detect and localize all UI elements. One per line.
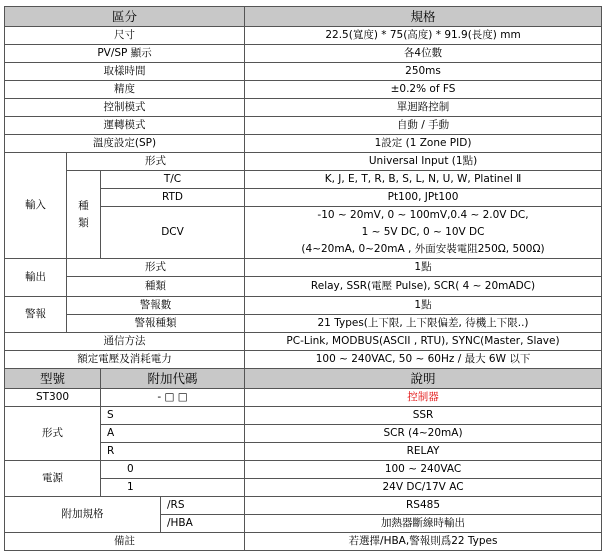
power-value: 100 ~ 240VAC, 50 ~ 60Hz / 最大 6W 以下 — [245, 351, 602, 369]
sampling-value: 250ms — [245, 63, 602, 81]
dcv-line-1: -10 ~ 20mV, 0 ~ 100mV,0.4 ~ 2.0V DC, — [245, 207, 602, 225]
dcv-line-3: (4~20mA, 0~20mA , 外面安裝電阻250Ω, 500Ω) — [245, 241, 602, 259]
dcv-line-2: 1 ~ 5V DC, 0 ~ 10V DC — [245, 224, 602, 241]
operation-mode-label: 運轉模式 — [5, 117, 245, 135]
table-row — [5, 277, 602, 297]
form-code: S — [101, 407, 245, 425]
supply-desc: 24V DC/17V AC — [245, 479, 602, 497]
input-kind-text: 種類 — [78, 199, 89, 229]
form-desc: SCR (4~20mA) — [245, 425, 602, 443]
output-form-label: 形式 — [67, 259, 245, 277]
form-desc: SSR — [245, 407, 602, 425]
model-name: ST300 — [5, 389, 101, 407]
alarm-count-value: 1點 — [245, 297, 602, 315]
extra-code: /RS — [161, 497, 245, 515]
power-label: 額定電壓及消耗電力 — [5, 351, 245, 369]
control-mode-label: 控制模式 — [5, 99, 245, 117]
category-header: 區分 — [5, 7, 245, 27]
input-kind-label — [67, 171, 101, 259]
dcv-label: DCV — [101, 207, 245, 259]
table-row — [5, 99, 602, 117]
form-code: A — [101, 425, 245, 443]
alarm-count-label: 警報數 — [67, 297, 245, 315]
note-value: 若選擇/HBA,警報則爲22 Types — [245, 533, 602, 551]
size-label: 尺寸 — [5, 27, 245, 45]
table-row — [5, 45, 602, 63]
model-header-row — [5, 369, 602, 389]
table-row — [5, 171, 602, 189]
operation-mode-value: 自動 / 手動 — [245, 117, 602, 135]
control-mode-value: 單迴路控制 — [245, 99, 602, 117]
extra-label: 附加規格 — [5, 497, 161, 533]
form-code: R — [101, 443, 245, 461]
table-row — [5, 81, 602, 99]
supply-code: 1 — [101, 479, 245, 497]
comm-label: 通信方法 — [5, 333, 245, 351]
model-desc: 控制器 — [245, 389, 602, 407]
extra-desc: 加熱器斷線時輸出 — [245, 515, 602, 533]
table-row — [5, 27, 602, 45]
supply-code: 0 — [101, 461, 245, 479]
form-label: 形式 — [5, 407, 101, 461]
note-label: 備註 — [5, 533, 245, 551]
display-label: PV/SP 顯示 — [5, 45, 245, 63]
input-label: 輸入 — [5, 153, 67, 259]
tc-value: K, J, E, T, R, B, S, L, N, U, W, Platinel Ⅱ — [245, 171, 602, 189]
input-form-label: 形式 — [67, 153, 245, 171]
supply-desc: 100 ~ 240VAC — [245, 461, 602, 479]
rtd-value: Pt100, JPt100 — [245, 189, 602, 207]
temp-setting-label: 溫度設定(SP) — [5, 135, 245, 153]
code-header: 附加代碼 — [101, 369, 245, 389]
table-row — [5, 461, 602, 479]
comm-value: PC-Link, MODBUS(ASCII , RTU), SYNC(Master, Slave) — [245, 333, 602, 351]
table-row — [5, 135, 602, 153]
table-row — [5, 497, 602, 515]
model-header: 型號 — [5, 369, 101, 389]
table-row — [5, 533, 602, 551]
table-row — [5, 153, 602, 171]
spec-header-row — [5, 7, 602, 27]
accuracy-value: ±0.2% of FS — [245, 81, 602, 99]
table-row — [5, 259, 602, 277]
table-row — [5, 315, 602, 333]
rtd-label: RTD — [101, 189, 245, 207]
extra-code: /HBA — [161, 515, 245, 533]
size-value: 22.5(寬度) * 75(高度) * 91.9(長度) mm — [245, 27, 602, 45]
alarm-label: 警報 — [5, 297, 67, 333]
output-label: 輸出 — [5, 259, 67, 297]
accuracy-label: 精度 — [5, 81, 245, 99]
table-row — [5, 407, 602, 425]
output-kind-value: Relay, SSR(電壓 Pulse), SCR( 4 ~ 20mADC) — [245, 277, 602, 297]
model-code: - □ □ — [101, 389, 245, 407]
table-row — [5, 333, 602, 351]
table-row — [5, 63, 602, 81]
extra-desc: RS485 — [245, 497, 602, 515]
sampling-label: 取樣時間 — [5, 63, 245, 81]
spec-table — [4, 6, 602, 551]
table-row — [5, 351, 602, 369]
display-value: 各4位數 — [245, 45, 602, 63]
supply-label: 電源 — [5, 461, 101, 497]
table-row — [5, 297, 602, 315]
table-row — [5, 389, 602, 407]
tc-label: T/C — [101, 171, 245, 189]
output-form-value: 1點 — [245, 259, 602, 277]
temp-setting-value: 1設定 (1 Zone PID) — [245, 135, 602, 153]
input-form-value: Universal Input (1點) — [245, 153, 602, 171]
form-desc: RELAY — [245, 443, 602, 461]
table-row — [5, 117, 602, 135]
desc-header: 說明 — [245, 369, 602, 389]
alarm-kind-label: 警報種類 — [67, 315, 245, 333]
output-kind-label: 種類 — [67, 277, 245, 297]
alarm-kind-value: 21 Types(上下限, 上下限偏差, 待機上下限..) — [245, 315, 602, 333]
spec-header: 規格 — [245, 7, 602, 27]
